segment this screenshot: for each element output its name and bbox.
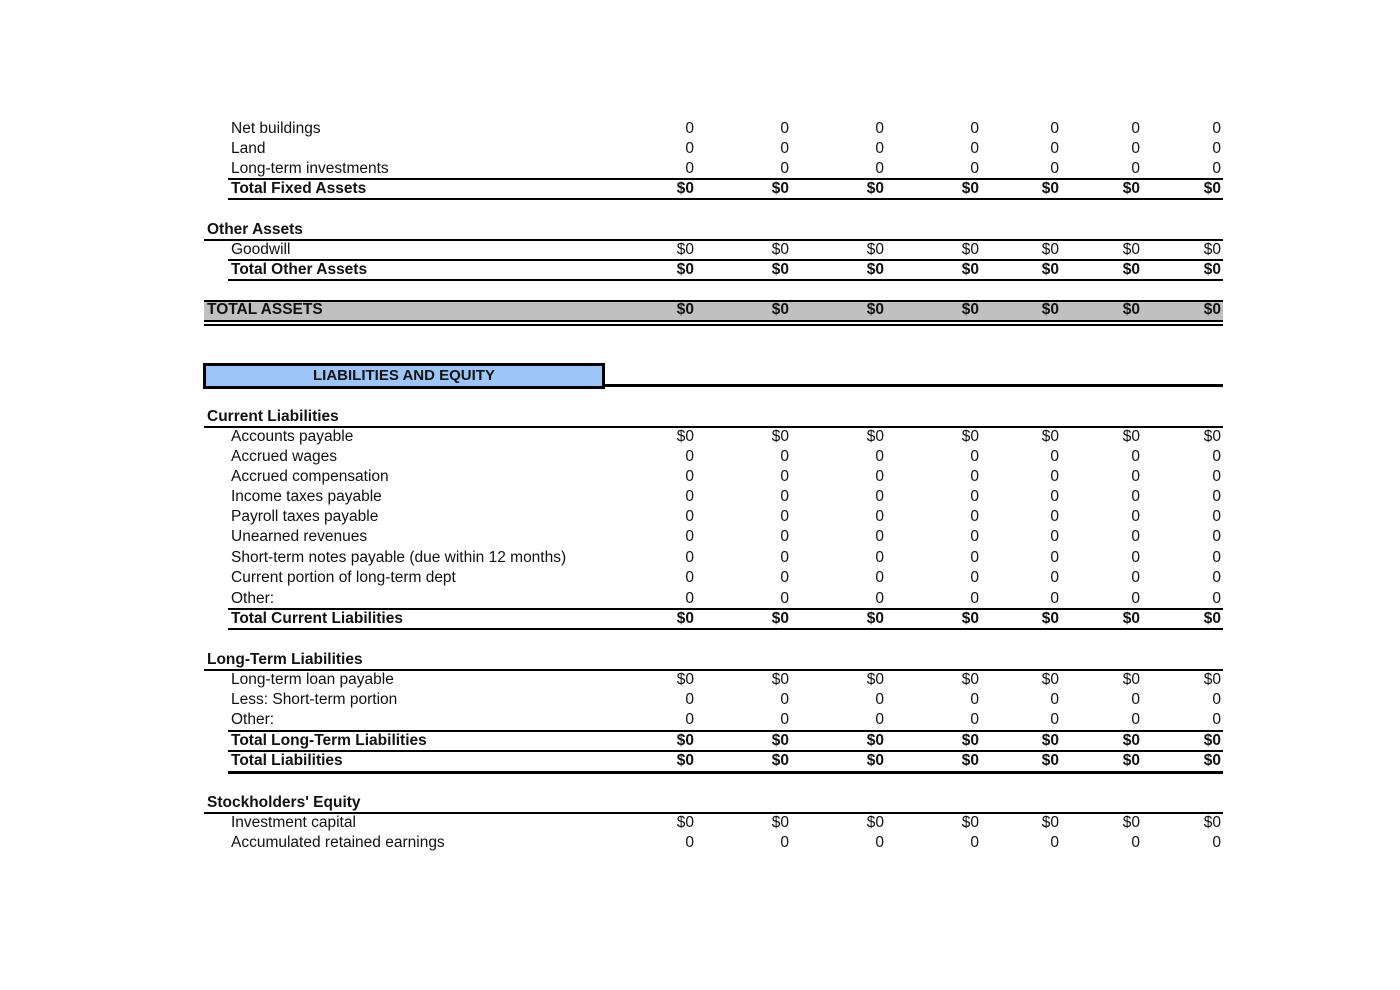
row-income-taxes-payable <box>0 487 1400 507</box>
row-label: Accrued wages <box>231 448 337 465</box>
cell: 0 <box>970 488 979 505</box>
cell: $0 <box>866 261 884 278</box>
cell: 0 <box>1050 711 1059 728</box>
cell: 0 <box>875 528 884 545</box>
cell: 0 <box>1212 834 1221 851</box>
cell: $0 <box>1041 610 1059 627</box>
cell: 0 <box>1212 488 1221 505</box>
cell: 0 <box>970 569 979 586</box>
cell: 0 <box>685 140 694 157</box>
cell: $0 <box>771 732 789 749</box>
cell: 0 <box>1050 549 1059 566</box>
row-label: Current portion of long-term dept <box>231 569 456 586</box>
cell: $0 <box>1122 180 1140 197</box>
cell: 0 <box>970 691 979 708</box>
cell: $0 <box>866 180 884 197</box>
row-label: Total Fixed Assets <box>231 180 367 197</box>
cell: $0 <box>961 180 979 197</box>
cell: 0 <box>875 468 884 485</box>
cell: 0 <box>1212 448 1221 465</box>
cell: 0 <box>780 691 789 708</box>
cell: $0 <box>1041 752 1059 769</box>
row-less-short-term-portion <box>0 690 1400 710</box>
cell: 0 <box>685 468 694 485</box>
cell: $0 <box>1203 671 1221 688</box>
cell: 0 <box>1050 448 1059 465</box>
cell: 0 <box>685 528 694 545</box>
cell: $0 <box>1041 180 1059 197</box>
cell: 0 <box>1131 160 1140 177</box>
cell: $0 <box>771 610 789 627</box>
cell: 0 <box>685 508 694 525</box>
cell: $0 <box>1203 814 1221 831</box>
cell: 0 <box>970 468 979 485</box>
cell: 0 <box>875 448 884 465</box>
cell: 0 <box>685 834 694 851</box>
cell: 0 <box>780 488 789 505</box>
cell: $0 <box>676 301 694 318</box>
cell: 0 <box>1131 448 1140 465</box>
cell: 0 <box>685 448 694 465</box>
cell: $0 <box>771 180 789 197</box>
cell: 0 <box>970 834 979 851</box>
cell: $0 <box>771 301 789 318</box>
cell: $0 <box>676 732 694 749</box>
row-long-term-loan-payable <box>0 670 1400 690</box>
cell: 0 <box>685 569 694 586</box>
cell: $0 <box>1122 261 1140 278</box>
cell: 0 <box>1131 711 1140 728</box>
cell: 0 <box>780 140 789 157</box>
cell: 0 <box>1212 711 1221 728</box>
row-label: Long-term loan payable <box>231 671 394 688</box>
cell: $0 <box>866 428 884 445</box>
row-label: Total Other Assets <box>231 261 368 278</box>
cell: $0 <box>961 241 979 258</box>
row-label: Accrued compensation <box>231 468 389 485</box>
cell: 0 <box>685 691 694 708</box>
section-title: Long-Term Liabilities <box>207 651 363 668</box>
cell: 0 <box>1131 468 1140 485</box>
cell: 0 <box>1212 590 1221 607</box>
section-header-stockholders-equity <box>0 793 1400 813</box>
cell: 0 <box>875 160 884 177</box>
row-accumulated-retained-earnings <box>0 833 1400 853</box>
cell: 0 <box>970 120 979 137</box>
cell: $0 <box>1203 752 1221 769</box>
cell: 0 <box>1050 120 1059 137</box>
cell: $0 <box>866 814 884 831</box>
cell: $0 <box>1122 814 1140 831</box>
cell: 0 <box>1131 549 1140 566</box>
cell: $0 <box>771 428 789 445</box>
cell: 0 <box>875 508 884 525</box>
cell: 0 <box>780 711 789 728</box>
cell: 0 <box>1212 508 1221 525</box>
cell: 0 <box>970 711 979 728</box>
cell: $0 <box>771 261 789 278</box>
cell: 0 <box>1131 590 1140 607</box>
cell: $0 <box>961 301 979 318</box>
cell: 0 <box>875 488 884 505</box>
cell: $0 <box>1203 428 1221 445</box>
cell: 0 <box>780 508 789 525</box>
row-label: TOTAL ASSETS <box>207 301 323 318</box>
cell: $0 <box>771 752 789 769</box>
cell: 0 <box>970 140 979 157</box>
cell: $0 <box>1122 301 1140 318</box>
divider <box>204 324 1223 326</box>
cell: 0 <box>970 528 979 545</box>
section-header-other-assets <box>0 220 1400 240</box>
cell: $0 <box>961 814 979 831</box>
cell: $0 <box>676 671 694 688</box>
row-payroll-taxes-payable <box>0 507 1400 527</box>
cell: $0 <box>1041 814 1059 831</box>
cell: 0 <box>685 120 694 137</box>
row-current-portion-ltd <box>0 568 1400 588</box>
row-label: Investment capital <box>231 814 356 831</box>
cell: $0 <box>961 752 979 769</box>
cell: $0 <box>676 241 694 258</box>
row-label: Total Liabilities <box>231 752 343 769</box>
row-label: Less: Short-term portion <box>231 691 398 708</box>
cell: $0 <box>676 752 694 769</box>
cell: 0 <box>1212 528 1221 545</box>
cell: $0 <box>866 610 884 627</box>
cell: 0 <box>780 569 789 586</box>
row-label: Payroll taxes payable <box>231 508 379 525</box>
cell: 0 <box>1131 528 1140 545</box>
row-label: Goodwill <box>231 241 291 258</box>
cell: 0 <box>780 468 789 485</box>
row-label: Net buildings <box>231 120 321 137</box>
cell: 0 <box>1050 590 1059 607</box>
section-title: Other Assets <box>207 221 303 238</box>
cell: $0 <box>1203 180 1221 197</box>
cell: $0 <box>1203 301 1221 318</box>
row-investment-capital <box>0 813 1400 833</box>
cell: 0 <box>1131 508 1140 525</box>
cell: 0 <box>1131 120 1140 137</box>
row-total-current-liabilities <box>0 609 1400 629</box>
cell: 0 <box>1050 528 1059 545</box>
divider <box>204 320 1223 322</box>
row-total-fixed-assets <box>0 179 1400 199</box>
row-label: Other: <box>231 590 275 607</box>
cell: 0 <box>685 590 694 607</box>
cell: $0 <box>961 732 979 749</box>
row-other <box>0 589 1400 609</box>
cell: $0 <box>1122 428 1140 445</box>
cell: $0 <box>961 428 979 445</box>
cell: 0 <box>685 549 694 566</box>
row-label: Unearned revenues <box>231 528 368 545</box>
cell: $0 <box>1041 301 1059 318</box>
cell: 0 <box>875 711 884 728</box>
cell: 0 <box>780 590 789 607</box>
row-label: Total Long-Term Liabilities <box>231 732 427 749</box>
divider <box>228 628 1223 630</box>
cell: 0 <box>685 160 694 177</box>
cell: $0 <box>676 610 694 627</box>
divider <box>228 771 1223 774</box>
cell: 0 <box>780 448 789 465</box>
cell: 0 <box>970 508 979 525</box>
cell: $0 <box>1203 732 1221 749</box>
cell: $0 <box>1041 671 1059 688</box>
cell: $0 <box>1203 241 1221 258</box>
row-land <box>0 139 1400 159</box>
cell: 0 <box>1212 120 1221 137</box>
cell: 0 <box>685 488 694 505</box>
cell: $0 <box>1041 241 1059 258</box>
cell: 0 <box>970 160 979 177</box>
row-net-buildings <box>0 119 1400 139</box>
row-label: Land <box>231 140 266 157</box>
row-other <box>0 710 1400 730</box>
row-total-other-assets <box>0 260 1400 280</box>
cell: $0 <box>1122 732 1140 749</box>
cell: 0 <box>1050 508 1059 525</box>
cell: $0 <box>771 814 789 831</box>
row-accrued-wages <box>0 447 1400 467</box>
row-total-assets <box>0 300 1400 320</box>
section-header-long-term-liabilities <box>0 650 1400 670</box>
cell: 0 <box>875 691 884 708</box>
row-label: Accumulated retained earnings <box>231 834 445 851</box>
cell: $0 <box>1203 610 1221 627</box>
cell: 0 <box>780 834 789 851</box>
cell: $0 <box>1122 241 1140 258</box>
cell: 0 <box>970 590 979 607</box>
cell: 0 <box>875 549 884 566</box>
row-total-long-term-liabilities <box>0 731 1400 751</box>
cell: 0 <box>1212 140 1221 157</box>
cell: 0 <box>875 590 884 607</box>
cell: $0 <box>961 671 979 688</box>
cell: 0 <box>1212 468 1221 485</box>
cell: 0 <box>780 549 789 566</box>
cell: 0 <box>875 569 884 586</box>
cell: 0 <box>970 448 979 465</box>
cell: $0 <box>961 610 979 627</box>
row-accrued-compensation <box>0 467 1400 487</box>
liabilities-equity-header: LIABILITIES AND EQUITY <box>203 363 605 389</box>
row-label: Other: <box>231 711 275 728</box>
cell: 0 <box>875 834 884 851</box>
row-total-liabilities <box>0 751 1400 771</box>
row-long-term-investments <box>0 159 1400 179</box>
row-unearned-revenues <box>0 527 1400 547</box>
row-label: Income taxes payable <box>231 488 382 505</box>
row-label: Accounts payable <box>231 428 354 445</box>
cell: 0 <box>875 140 884 157</box>
cell: 0 <box>1050 468 1059 485</box>
section-title: Current Liabilities <box>207 408 339 425</box>
divider <box>228 198 1223 200</box>
cell: $0 <box>1122 671 1140 688</box>
cell: $0 <box>771 241 789 258</box>
cell: $0 <box>1041 732 1059 749</box>
cell: 0 <box>1050 488 1059 505</box>
cell: 0 <box>1131 834 1140 851</box>
cell: 0 <box>1050 834 1059 851</box>
cell: $0 <box>1122 752 1140 769</box>
cell: $0 <box>676 428 694 445</box>
row-label: Total Current Liabilities <box>231 610 403 627</box>
divider <box>602 384 1223 387</box>
cell: 0 <box>1131 569 1140 586</box>
cell: 0 <box>875 120 884 137</box>
cell: $0 <box>676 261 694 278</box>
cell: 0 <box>1131 488 1140 505</box>
cell: 0 <box>780 528 789 545</box>
cell: $0 <box>1041 261 1059 278</box>
cell: $0 <box>866 752 884 769</box>
cell: 0 <box>1131 691 1140 708</box>
cell: $0 <box>866 732 884 749</box>
cell: 0 <box>970 549 979 566</box>
cell: 0 <box>780 160 789 177</box>
cell: 0 <box>1212 691 1221 708</box>
cell: 0 <box>1212 160 1221 177</box>
cell: 0 <box>1212 569 1221 586</box>
cell: 0 <box>1131 140 1140 157</box>
cell: 0 <box>780 120 789 137</box>
cell: $0 <box>1041 428 1059 445</box>
cell: $0 <box>961 261 979 278</box>
cell: 0 <box>685 711 694 728</box>
cell: $0 <box>866 671 884 688</box>
cell: $0 <box>676 814 694 831</box>
row-short-term-notes <box>0 548 1400 568</box>
row-label: Long-term investments <box>231 160 389 177</box>
cell: 0 <box>1050 140 1059 157</box>
cell: $0 <box>676 180 694 197</box>
cell: 0 <box>1050 691 1059 708</box>
cell: 0 <box>1212 549 1221 566</box>
cell: $0 <box>866 241 884 258</box>
section-title: Stockholders' Equity <box>207 794 361 811</box>
divider <box>228 279 1223 281</box>
cell: 0 <box>1050 569 1059 586</box>
cell: $0 <box>771 671 789 688</box>
cell: $0 <box>866 301 884 318</box>
cell: $0 <box>1203 261 1221 278</box>
row-accounts-payable <box>0 427 1400 447</box>
section-header-current-liabilities <box>0 407 1400 427</box>
cell: $0 <box>1122 610 1140 627</box>
row-goodwill <box>0 240 1400 260</box>
row-label: Short-term notes payable (due within 12 months) <box>231 549 567 566</box>
cell: 0 <box>1050 160 1059 177</box>
